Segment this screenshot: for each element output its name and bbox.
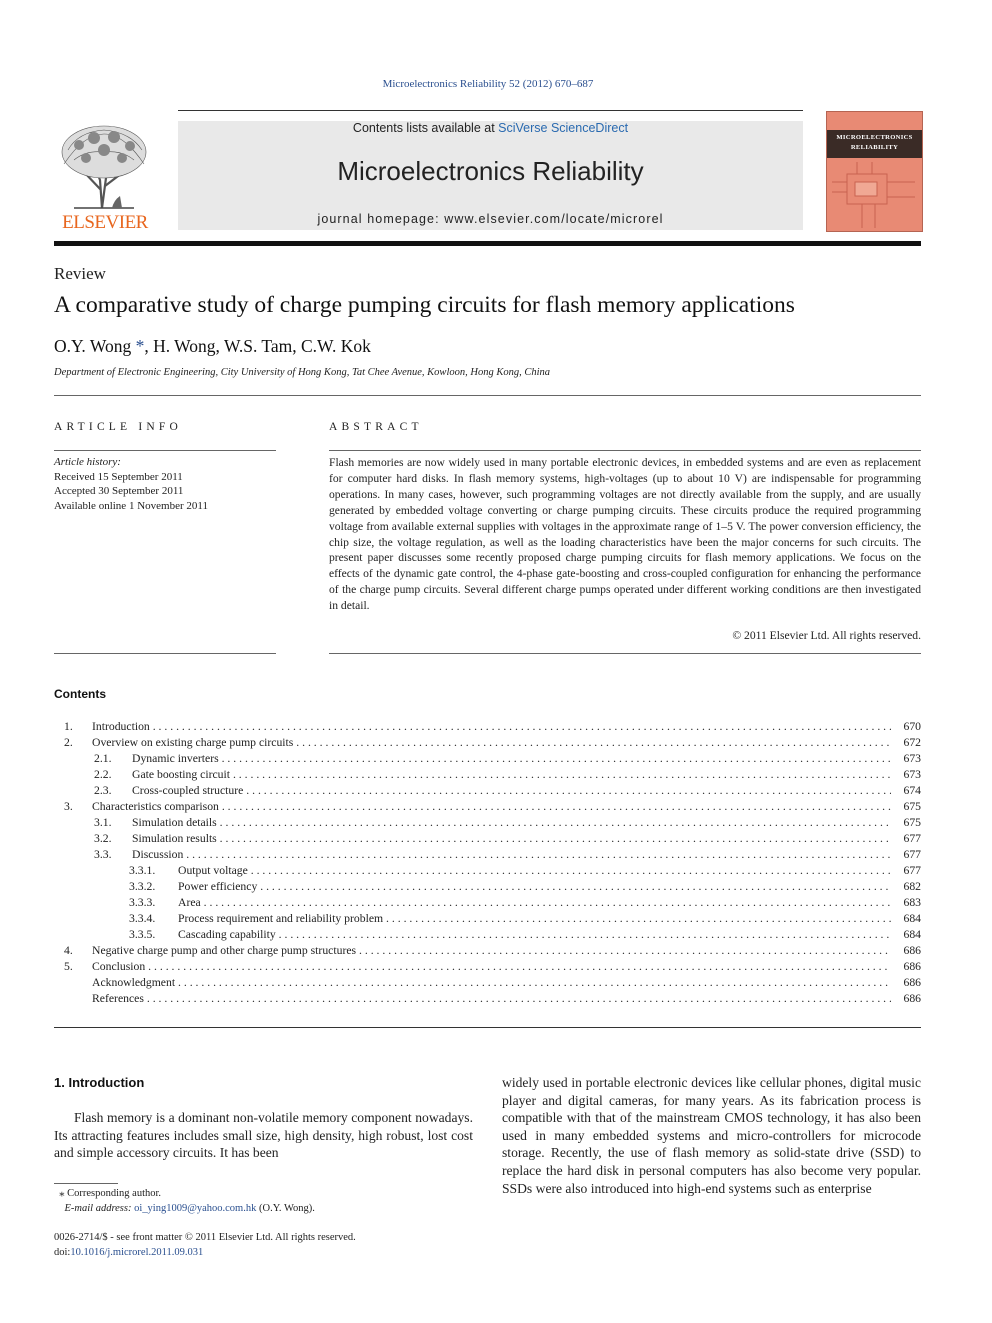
toc-entry-number: 3.3.3.: [129, 896, 156, 909]
toc-entry[interactable]: [54, 799, 921, 815]
article-info-heading: ARTICLE INFO: [54, 421, 182, 433]
table-of-contents: [54, 719, 921, 1007]
toc-entry-page: 675: [891, 815, 921, 831]
toc-entry-number: 2.: [64, 736, 73, 749]
toc-entry-number: 1.: [64, 720, 73, 733]
divider: [54, 1027, 921, 1028]
article-type: Review: [54, 264, 106, 283]
issn-line: 0026-2714/$ - see front matter © 2011 Elsevier Ltd. All rights reserved.: [54, 1232, 356, 1243]
toc-entry-number: 3.1.: [94, 816, 112, 829]
toc-entry-number: 3.3.: [94, 848, 112, 861]
toc-entry-number: 3.3.5.: [129, 928, 156, 941]
toc-entry-title[interactable]: Simulation details . . .: [132, 815, 891, 831]
toc-entry-page: 686: [891, 991, 921, 1007]
toc-entry-title[interactable]: Characteristics comparison . . .: [92, 799, 891, 815]
toc-entry-page: 674: [891, 783, 921, 799]
toc-entry-page: 686: [891, 959, 921, 975]
body-text-left-column: Flash memory is a dominant non-volatile memory component nowadays. Its attracting features includes small size, high density, high robust, lost cost and simple accessory circuits. It has been: [54, 1110, 473, 1161]
toc-entry[interactable]: [54, 831, 921, 847]
other-authors: , H. Wong, W.S. Tam, C.W. Kok: [144, 336, 371, 356]
toc-entry[interactable]: [54, 719, 921, 735]
divider: [329, 450, 921, 451]
toc-entry-title[interactable]: Negative charge pump and other charge pump structures . . .: [92, 943, 891, 959]
toc-entry-title[interactable]: Introduction . . .: [92, 719, 891, 735]
corresponding-author-note: ⁎ Corresponding author.: [59, 1188, 162, 1199]
toc-entry-number: 5.: [64, 960, 73, 973]
contents-availability-line: [178, 121, 803, 135]
toc-entry-number: 2.3.: [94, 784, 112, 797]
toc-entry-page: 675: [891, 799, 921, 815]
introduction-heading: 1. Introduction: [54, 1075, 145, 1090]
toc-entry[interactable]: [54, 783, 921, 799]
toc-entry-page: 677: [891, 863, 921, 879]
received-date: Received 15 September 2011: [54, 470, 183, 483]
toc-entry-page: 684: [891, 911, 921, 927]
body-text-right-column: widely used in portable electronic devices like cellular phones, digital music player and digital cameras, for many years. As its fabrication process is compatible with that of the mainstream CMOS technology, it has also been used in many embedded systems and micro-controllers for microcode storage. Recently, the use of flash memory as solid-state drive (SSD) to replace the hard disk in personal computers has also become very popular. SSDs were also introduced into high-end systems such as enterprise: [502, 1075, 921, 1196]
toc-entry-number: 3.3.4.: [129, 912, 156, 925]
toc-entry[interactable]: [54, 927, 921, 943]
toc-entry-page: 677: [891, 847, 921, 863]
toc-entry-number: 3.3.2.: [129, 880, 156, 893]
toc-entry[interactable]: [54, 959, 921, 975]
accepted-date: Accepted 30 September 2011: [54, 485, 184, 497]
footnote: [54, 1186, 315, 1216]
author-list: [54, 336, 371, 357]
toc-entry-number: 3.2.: [94, 832, 112, 845]
divider: [54, 395, 921, 396]
toc-entry-page: 682: [891, 879, 921, 895]
toc-entry[interactable]: [54, 895, 921, 911]
toc-entry-title[interactable]: Cascading capability . . .: [178, 927, 891, 943]
corresponding-author-mark[interactable]: *: [135, 336, 145, 356]
toc-entry-number: 4.: [64, 944, 73, 957]
footnote-rule: [54, 1183, 118, 1184]
toc-entry-title[interactable]: Power efficiency . . .: [178, 879, 891, 895]
toc-entry-title[interactable]: Gate boosting circuit . . .: [132, 767, 891, 783]
toc-entry-title[interactable]: Dynamic inverters . . .: [132, 751, 891, 767]
journal-citation[interactable]: Microelectronics Reliability 52 (2012) 670–687: [382, 78, 594, 90]
header-rule: [178, 110, 803, 111]
abstract-heading: ABSTRACT: [329, 421, 423, 433]
toc-entry-page: 670: [891, 719, 921, 735]
affiliation: Department of Electronic Engineering, City University of Hong Kong, Tat Chee Avenue, Kowloon, Hong Kong, China: [54, 367, 550, 378]
online-date: Available online 1 November 2011: [54, 499, 208, 512]
toc-entry-title[interactable]: Discussion . . .: [132, 847, 891, 863]
first-author[interactable]: O.Y. Wong: [54, 336, 132, 356]
doi-line: doi:10.1016/j.microrel.2011.09.031: [54, 1246, 204, 1258]
divider: [329, 653, 921, 654]
toc-entry-title[interactable]: References . . .: [92, 991, 891, 1007]
toc-entry-title[interactable]: Simulation results . . .: [132, 831, 891, 847]
article-title: A comparative study of charge pumping circuits for flash memory applications: [54, 292, 795, 318]
toc-entry[interactable]: [54, 879, 921, 895]
contents-prefix: Contents lists available at: [352, 121, 499, 135]
toc-entry-title[interactable]: Cross-coupled structure . . .: [132, 783, 891, 799]
toc-entry[interactable]: [54, 863, 921, 879]
toc-entry-title[interactable]: Output voltage . . .: [178, 863, 891, 879]
article-history: [54, 455, 208, 513]
doi-link[interactable]: 10.1016/j.microrel.2011.09.031: [70, 1246, 204, 1258]
toc-entry-page: 684: [891, 927, 921, 943]
toc-entry-number: 3.3.1.: [129, 864, 156, 877]
toc-entry-number: 2.2.: [94, 768, 112, 781]
toc-entry-page: 672: [891, 735, 921, 751]
toc-entry[interactable]: [54, 815, 921, 831]
toc-entry-title[interactable]: Process requirement and reliability problem . . .: [178, 911, 891, 927]
toc-entry-title[interactable]: Acknowledgment . . .: [92, 975, 891, 991]
abstract-text: Flash memories are now widely used in many portable electronic devices, in embedded systems and are even as replacement for computer hard disks. In flash memory systems, high-voltages (up to about 10 V) are indispensable for programming operations. In many cases, however, such programming voltages are not directly available from the supply, and are usually generated by embedded voltage converting or charge pumping circuits. These circuits produce the required programming voltage from available external supplies with voltages in the approximate range of 1–5 V. The power conversion efficiency, the chip size, the voltage regulation, as well as the loading characteristics have been the major concerns for such circuits. The present paper discusses some recently proposed charge pumping circuits for flash memory applications. We focus on the effects of the dynamic gate control, the 4-phase gate-boosting and cross-coupled configuration for enhancing the performance of the charge pump circuits. Several different charge pumps operated under different working conditions are then investigated in detail.: [329, 456, 921, 613]
toc-entry-number: 3.: [64, 800, 73, 813]
cover-circuit-art: [827, 162, 922, 231]
toc-entry-title[interactable]: Overview on existing charge pump circuits . . .: [92, 735, 891, 751]
toc-entry-page: 686: [891, 975, 921, 991]
toc-entry-page: 673: [891, 751, 921, 767]
toc-entry-page: 673: [891, 767, 921, 783]
cover-title: MICROELECTRONICS RELIABILITY: [827, 130, 922, 158]
toc-entry[interactable]: [54, 911, 921, 927]
toc-entry[interactable]: [54, 735, 921, 751]
history-label: Article history:: [54, 456, 121, 468]
front-matter: [54, 1231, 356, 1260]
toc-entry-page: 677: [891, 831, 921, 847]
divider: [54, 450, 276, 451]
toc-entry[interactable]: [54, 751, 921, 767]
header-thick-rule: [54, 241, 921, 246]
toc-entry[interactable]: [54, 847, 921, 863]
journal-homepage[interactable]: journal homepage: www.elsevier.com/locate/microrel: [317, 212, 664, 226]
toc-entry[interactable]: [54, 767, 921, 783]
toc-entry-number: 2.1.: [94, 752, 112, 765]
elsevier-wordmark: ELSEVIER: [62, 212, 148, 233]
toc-entry[interactable]: [54, 975, 921, 991]
toc-entry-page: 683: [891, 895, 921, 911]
toc-entry-page: 686: [891, 943, 921, 959]
copyright-notice: © 2011 Elsevier Ltd. All rights reserved.: [732, 629, 921, 642]
journal-name: Microelectronics Reliability: [337, 156, 644, 186]
email-link[interactable]: oi_ying1009@yahoo.com.hk: [134, 1203, 257, 1214]
toc-entry-title[interactable]: Conclusion . . .: [92, 959, 891, 975]
toc-entry[interactable]: [54, 991, 921, 1007]
toc-entry-title[interactable]: Area . . .: [178, 895, 891, 911]
journal-cover-thumbnail[interactable]: [826, 111, 923, 232]
toc-entry[interactable]: [54, 943, 921, 959]
divider: [54, 653, 276, 654]
sciencedirect-link[interactable]: SciVerse ScienceDirect: [498, 121, 629, 135]
email-note: E-mail address: oi_ying1009@yahoo.com.hk (O.Y. Wong).: [64, 1203, 315, 1214]
contents-heading: Contents: [54, 687, 106, 701]
